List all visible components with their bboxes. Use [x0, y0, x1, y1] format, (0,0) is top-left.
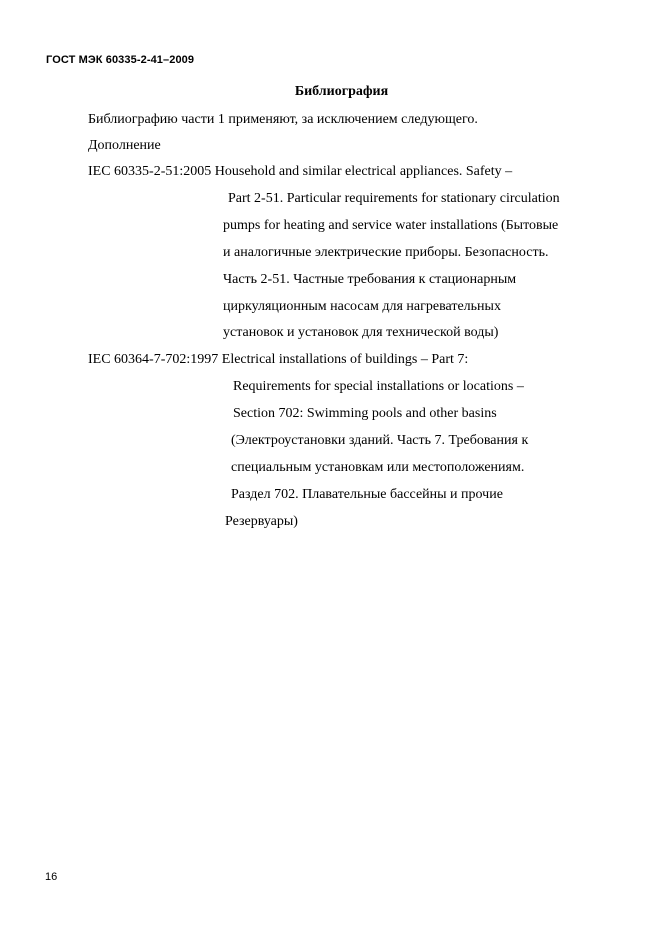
document-code-header: ГОСТ МЭК 60335-2-41–2009: [46, 54, 195, 66]
reference-line: циркуляционным насосам для нагревательных: [223, 299, 501, 314]
reference-line: Раздел 702. Плавательные бассейны и прочие: [231, 487, 503, 502]
bibliography-intro: Библиографию части 1 применяют, за исключением следующего.: [88, 112, 478, 127]
bibliography-title: Библиография: [294, 84, 389, 99]
reference-line: Part 2-51. Particular requirements for stationary circulation: [228, 191, 560, 206]
reference-line: Часть 2-51. Частные требования к стационарным: [223, 272, 517, 287]
page-number: 16: [45, 871, 58, 883]
reference-line: (Электроустановки зданий. Часть 7. Требования к: [231, 433, 529, 448]
reference-line: и аналогичные электрические приборы. Безопасность.: [223, 245, 549, 260]
reference-line: Section 702: Swimming pools and other basins: [233, 406, 497, 421]
reference-line: специальным установкам или местоположениям.: [231, 460, 525, 475]
reference-line: Резервуары): [225, 514, 298, 529]
reference-line: Requirements for special installations or locations –: [233, 379, 524, 394]
reference-line: pumps for heating and service water installations (Бытовые: [223, 218, 559, 233]
reference-line: установок и установок для технической воды): [223, 325, 499, 340]
reference-line: IEC 60364-7-702:1997 Electrical installations of buildings – Part 7:: [88, 352, 469, 367]
reference-line: IEC 60335-2-51:2005 Household and similar electrical appliances. Safety –: [88, 164, 513, 179]
addition-label: Дополнение: [88, 138, 161, 153]
